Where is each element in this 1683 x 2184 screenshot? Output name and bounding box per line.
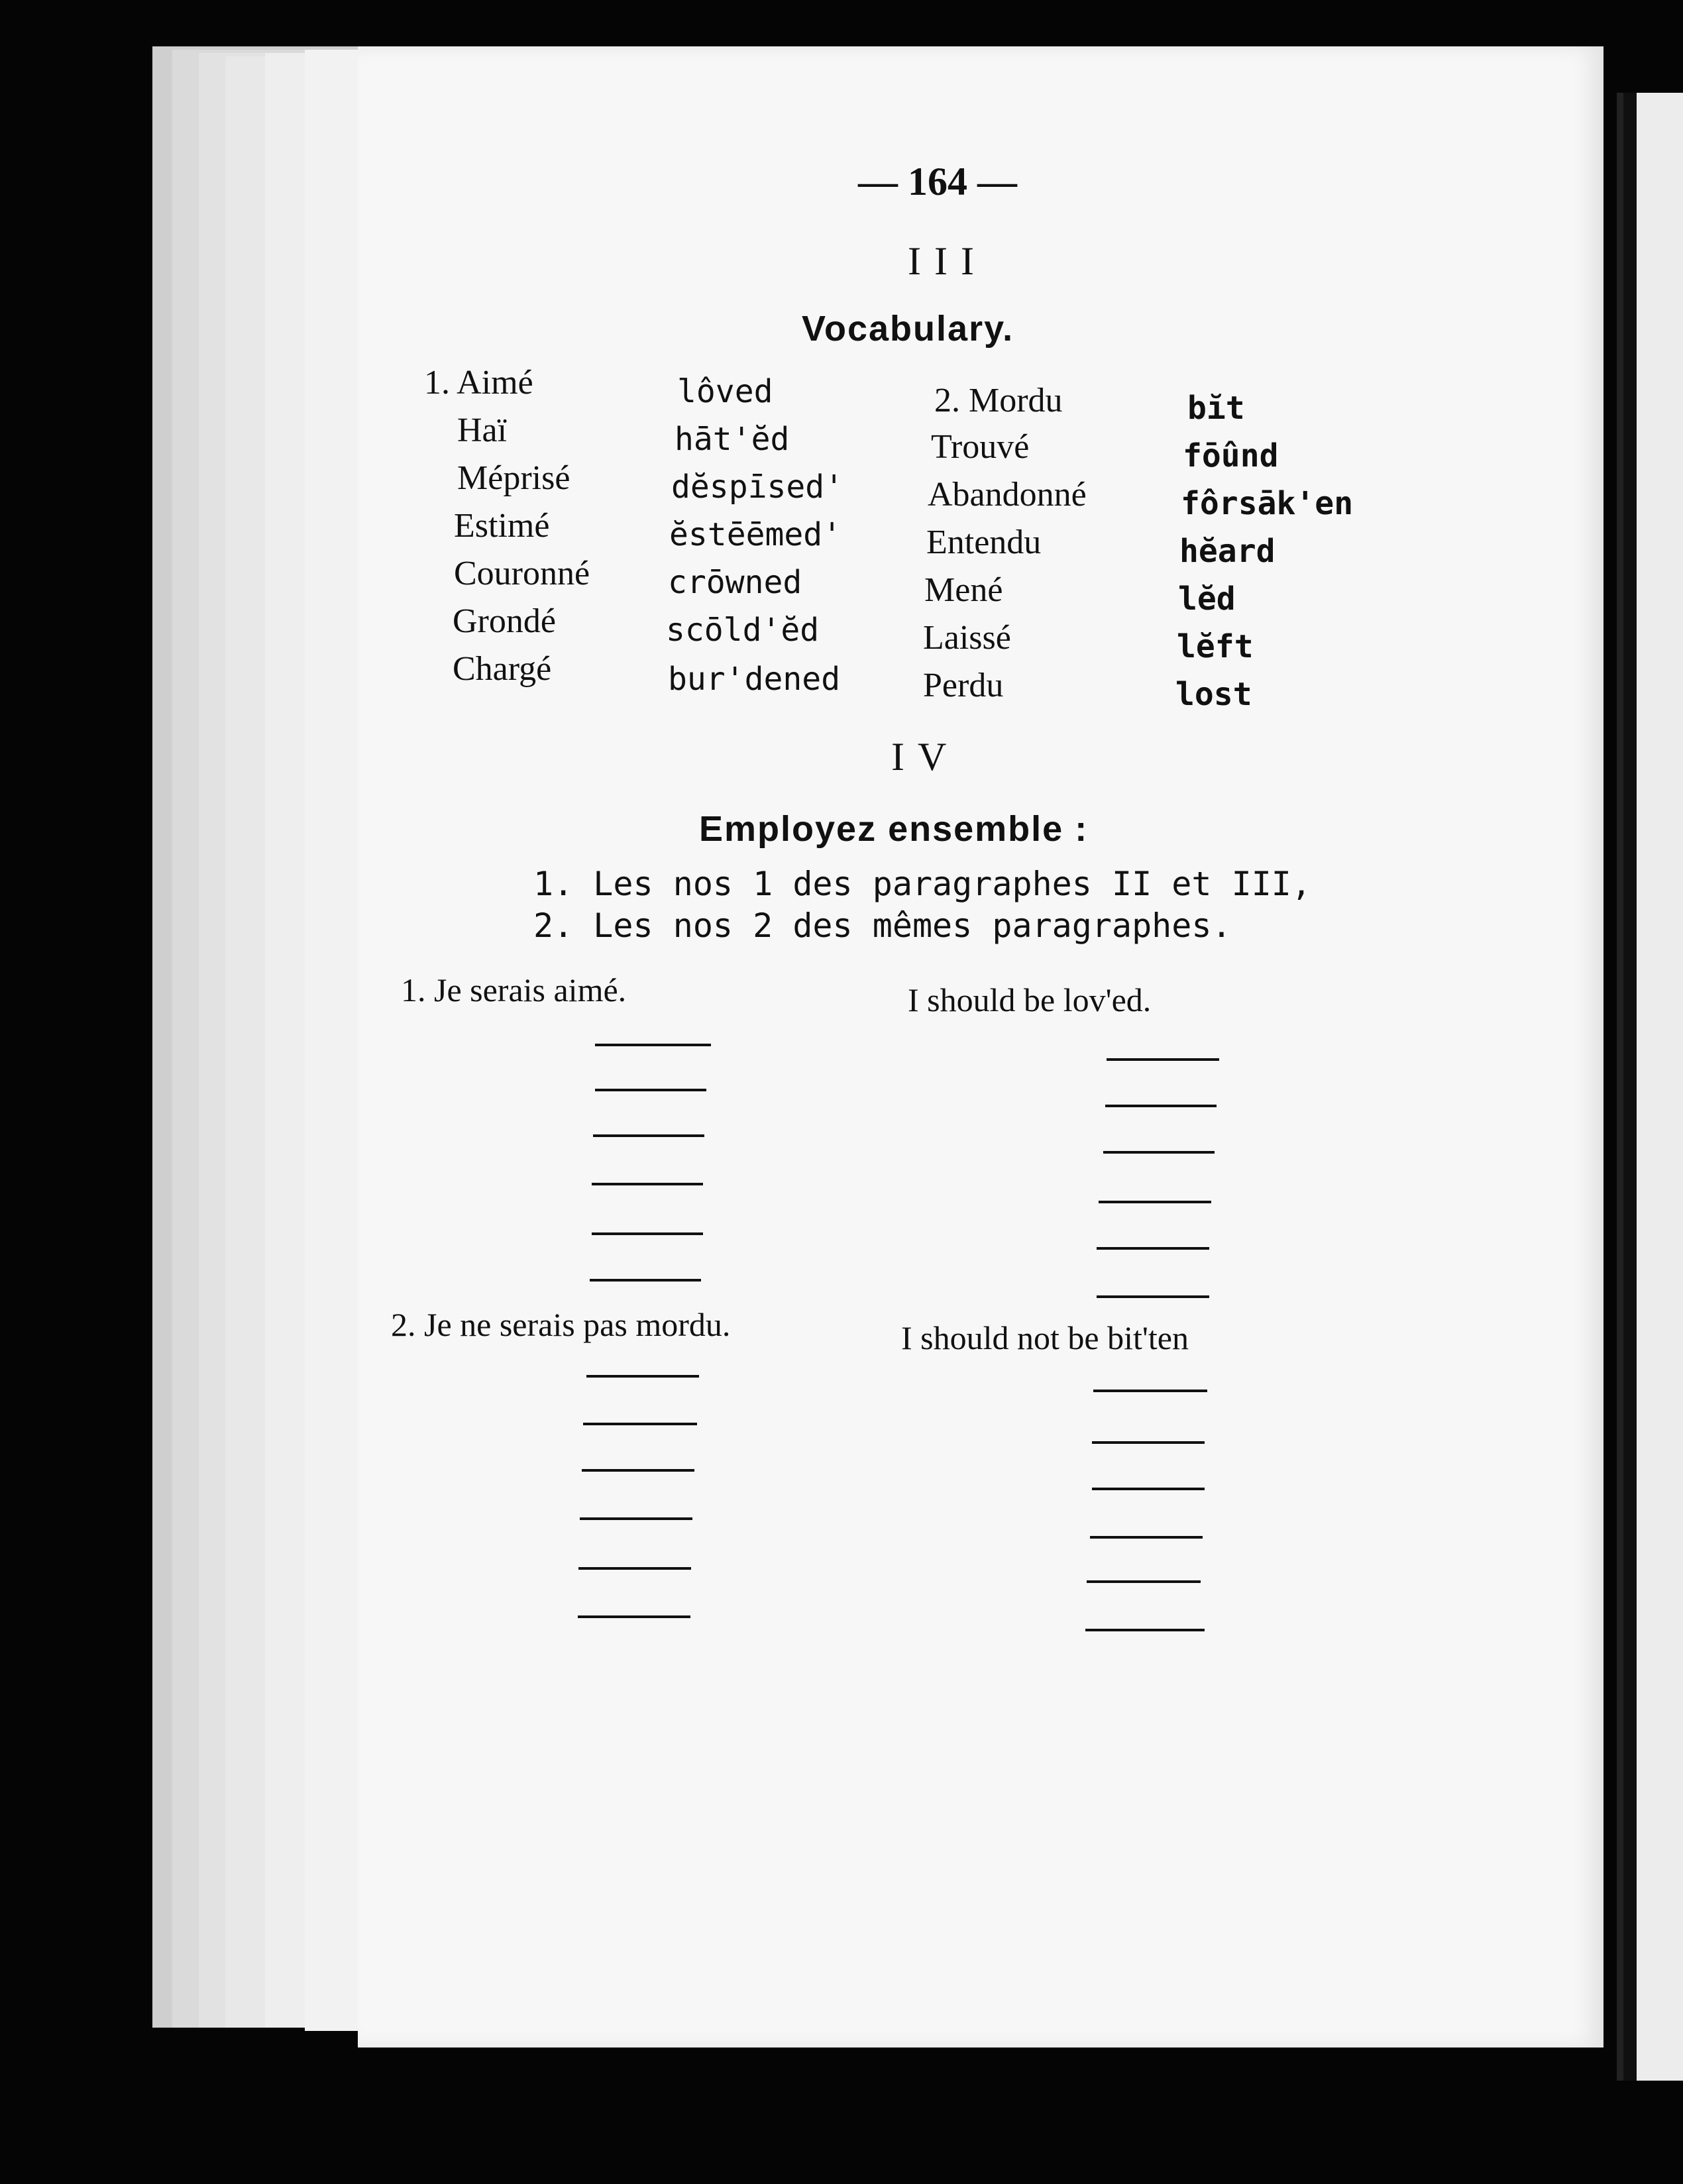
vocab-fr-1: Méprisé (457, 459, 570, 497)
vocab-fr-1: Couronné (454, 555, 590, 592)
exercise-2-english: I should not be bit'ten (901, 1319, 1189, 1356)
vocab-fr-2: 2. Mordu (934, 382, 1063, 419)
vocab-fr-2: Mené (924, 571, 1003, 609)
answer-blank[interactable] (1099, 1201, 1211, 1203)
answer-blank[interactable] (583, 1423, 697, 1425)
vocab-fr-1: 1. Aimé (424, 364, 533, 402)
vocab-fr-2: Abandonné (928, 476, 1087, 514)
vocab-en-2: lĕd (1178, 580, 1236, 618)
vocab-en-1: dĕspīsed' (671, 468, 844, 506)
instruction-line-2: 2. Les nos 2 des mêmes paragraphes. (533, 906, 1232, 945)
page-number: — 164 — (858, 160, 1017, 203)
vocab-fr-2: Laissé (923, 619, 1011, 657)
vocab-fr-1: Grondé (453, 602, 556, 640)
exercise-2-french: 2. Je ne serais pas mordu. (391, 1306, 731, 1343)
answer-blank[interactable] (1097, 1247, 1209, 1250)
answer-blank[interactable] (578, 1567, 691, 1570)
vocab-en-1: crōwned (668, 564, 802, 601)
vocab-en-1: lôved (677, 373, 773, 410)
vocab-en-2: fōûnd (1183, 437, 1279, 474)
vocab-fr-2: Trouvé (931, 428, 1030, 466)
answer-blank[interactable] (595, 1089, 706, 1091)
exercise-1-french: 1. Je serais aimé. (401, 971, 627, 1009)
facing-page-edge (1637, 93, 1683, 2081)
answer-blank[interactable] (1093, 1390, 1207, 1392)
vocab-en-2: fôrsāk'en (1181, 485, 1354, 522)
answer-blank[interactable] (592, 1183, 703, 1185)
vocab-en-1: hāt'ĕd (675, 421, 790, 458)
vocab-en-2: lĕft (1177, 628, 1254, 665)
vocabulary-heading: Vocabulary. (802, 309, 1014, 349)
answer-blank[interactable] (595, 1044, 711, 1046)
answer-blank[interactable] (1092, 1441, 1205, 1444)
answer-blank[interactable] (1107, 1058, 1219, 1061)
employez-heading: Employez ensemble : (699, 809, 1089, 849)
answer-blank[interactable] (593, 1134, 704, 1137)
answer-blank[interactable] (1105, 1105, 1217, 1107)
answer-blank[interactable] (580, 1517, 692, 1520)
section-iv-numeral: IV (891, 735, 960, 779)
vocab-en-1: bur'dened (668, 661, 841, 698)
answer-blank[interactable] (1103, 1151, 1215, 1154)
answer-blank[interactable] (582, 1469, 694, 1472)
answer-blank[interactable] (1097, 1295, 1209, 1298)
answer-blank[interactable] (1092, 1488, 1205, 1490)
vocab-en-2: hĕard (1179, 533, 1276, 570)
vocab-en-2: lost (1175, 676, 1252, 713)
vocab-fr-1: Haï (457, 411, 508, 449)
answer-blank[interactable] (1085, 1629, 1205, 1631)
exercise-1-english: I should be lov'ed. (908, 981, 1152, 1018)
vocab-en-1: ĕstēēmed' (669, 516, 842, 553)
vocab-en-1: scōld'ĕd (666, 612, 820, 649)
instruction-line-1: 1. Les nos 1 des paragraphes II et III, (533, 865, 1311, 903)
answer-blank[interactable] (578, 1615, 690, 1618)
vocab-en-2: bĭt (1187, 390, 1245, 427)
answer-blank[interactable] (590, 1279, 701, 1282)
vocab-fr-1: Estimé (454, 507, 550, 545)
vocab-fr-2: Perdu (923, 667, 1004, 704)
answer-blank[interactable] (1090, 1536, 1203, 1539)
vocab-fr-2: Entendu (926, 523, 1042, 561)
section-iii-numeral: III (908, 239, 987, 283)
vocab-fr-1: Chargé (453, 650, 552, 688)
answer-blank[interactable] (592, 1232, 703, 1235)
answer-blank[interactable] (1087, 1580, 1201, 1583)
answer-blank[interactable] (586, 1375, 699, 1378)
